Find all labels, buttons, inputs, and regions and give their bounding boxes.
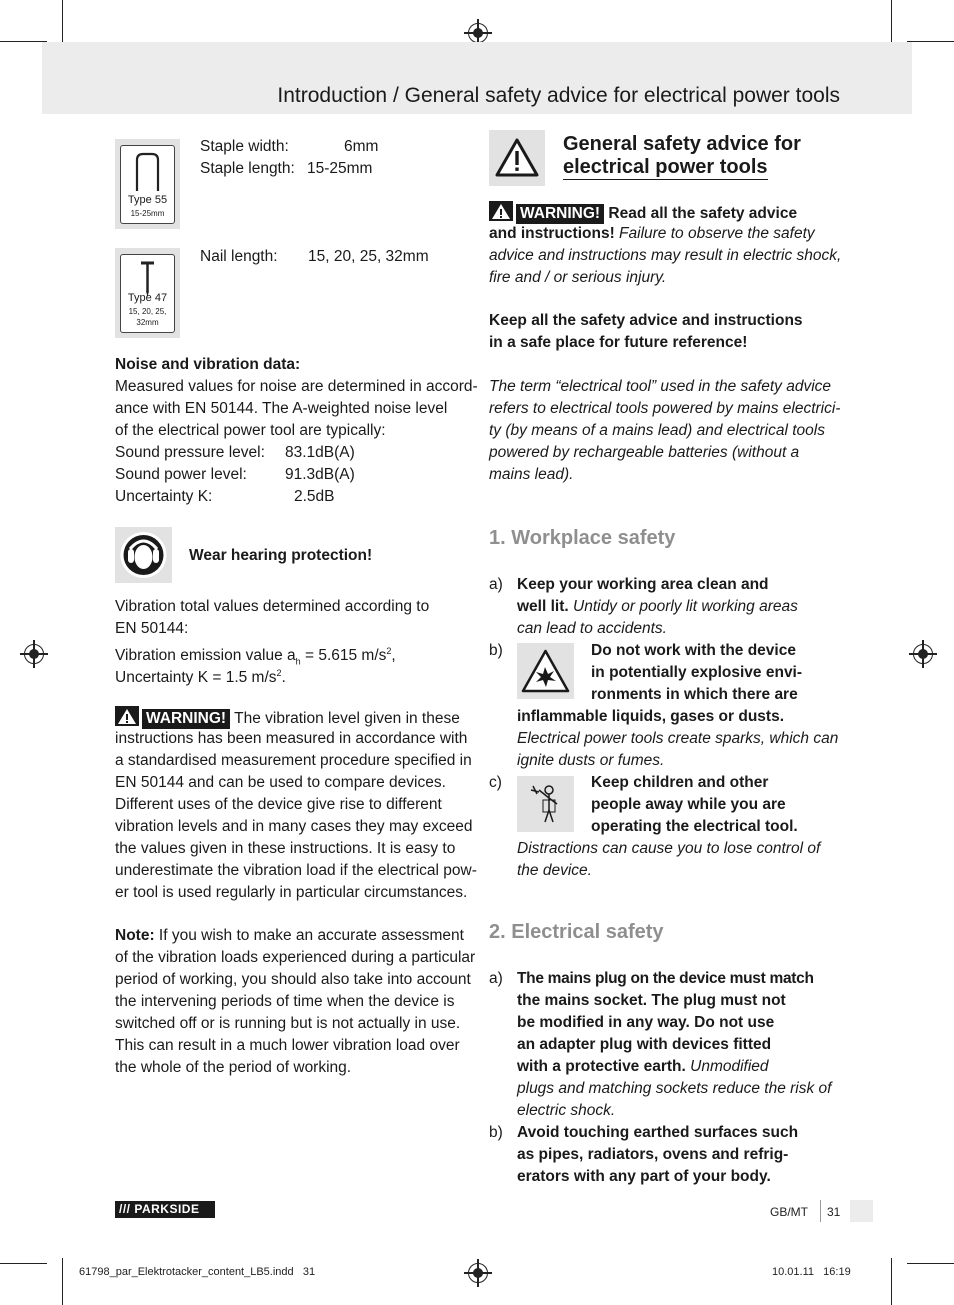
list-item-text: Keep children and other [591,774,769,791]
section-title: electrical power tools [563,156,768,178]
noise-intro: ance with EN 50144. The A-weighted noise level [115,400,448,417]
note-text: period of working, you should also take into account [115,971,471,988]
general-warning-text: and instructions! Failure to observe the safety [489,225,815,242]
nail-type-label: Type 47 [127,292,168,304]
list-item-text: people away while you are [591,796,786,813]
list-item-text: The mains plug on the device must match [517,970,814,987]
nail-icon [120,254,175,333]
print-date: 10.01.11 16:19 [772,1266,851,1278]
term-definition: mains lead). [489,466,574,483]
list-item-text: electric shock. [517,1102,616,1119]
warning-triangle-icon [115,706,139,726]
list-letter: b) [489,1124,503,1141]
nail-type-size: 32mm [136,318,159,327]
list-item-text: erators with any part of your body. [517,1168,771,1185]
parkside-logo: /// PARKSIDE [115,1201,215,1218]
warning-text: underestimate the vibration load if the electrical pow- [115,862,477,879]
keep-advice-text: in a safe place for future reference! [489,334,748,351]
vibration-text: EN 50144: [115,620,189,637]
list-item-text: ignite dusts or fumes. [517,752,665,769]
staple-length-value: 15-25mm [307,160,373,177]
term-definition: refers to electrical tools powered by mains electrici- [489,400,841,417]
general-warning: WARNING! Read all the safety advice [489,201,797,225]
crop-mark [907,41,954,42]
staple-icon [120,145,175,224]
list-item-text: Do not work with the device [591,642,796,659]
note-text: switched off or is running but is not actually in use. [115,1015,461,1032]
list-item-text: an adapter plug with devices fitted [517,1036,772,1053]
noise-intro: Measured values for noise are determined in accord- [115,378,478,395]
list-item-text: Electrical power tools create sparks, which can [517,730,839,747]
crop-mark [62,0,63,47]
staple-type-size: 15-25mm [130,209,165,218]
crop-mark [907,1263,954,1264]
noise-heading: Noise and vibration data: [115,356,301,373]
noise-row-value: 91.3dB(A) [285,466,355,483]
staple-width-value: 6mm [344,138,379,155]
registration-mark-icon [468,1263,488,1283]
list-item-text: operating the electrical tool. [591,818,798,835]
list-item-text: the mains socket. The plug must not [517,992,786,1009]
list-item-text: well lit. Untidy or poorly lit working areas [517,598,798,615]
keep-advice-text: Keep all the safety advice and instructions [489,312,803,329]
note-text: the whole of the period of working. [115,1059,352,1076]
list-item-text: with a protective earth. Unmodified [517,1058,769,1075]
list-letter: a) [489,576,503,593]
electrical-safety-heading: 2. Electrical safety [489,921,664,943]
staple-type-label: Type 55 [127,194,168,206]
list-item-text: can lead to accidents. [517,620,667,637]
staple-icon-box [115,139,180,229]
section-title: General safety advice for [563,133,801,155]
list-item-text: in potentially explosive envi- [591,664,803,681]
list-item-text: Avoid touching earthed surfaces such [517,1124,799,1141]
staple-width-label: Staple width: [200,138,289,155]
vibration-warning: WARNING! The vibration level given in these [115,706,460,730]
list-item-text: Distractions can cause you to lose control of [517,840,821,857]
nail-length-label: Nail length: [200,248,278,265]
warning-badge: WARNING! [516,204,604,224]
list-letter: c) [489,774,502,791]
crop-mark [891,1258,892,1305]
list-letter: b) [489,642,503,659]
page-title: Introduction / General safety advice for electrical power tools [277,84,840,107]
file-info: 61798_par_Elektrotacker_content_LB5.indd 31 [79,1266,316,1278]
list-item-text: as pipes, radiators, ovens and refrig- [517,1146,789,1163]
workplace-safety-heading: 1. Workplace safety [489,527,676,549]
explosion-warning-icon [517,643,574,699]
hearing-protection-text: Wear hearing protection! [189,547,373,564]
page-tab [850,1200,873,1222]
warning-text: er tool is used regularly in particular circumstances. [115,884,468,901]
warning-text: a standardised measurement procedure specified in [115,752,472,769]
footer-divider [820,1200,821,1222]
noise-intro: of the electrical power tool are typically: [115,422,386,439]
warning-text: instructions has been measured in accordance with [115,730,468,747]
list-letter: a) [489,970,503,987]
general-warning-text: advice and instructions may result in electric shock, [489,247,842,264]
warning-text: vibration levels and in many cases they may exceed [115,818,473,835]
vibration-emission: Vibration emission value $a_h = 5.615$ $m/s^2$, [115,646,396,667]
nail-icon-box [115,248,180,338]
warning-badge: WARNING! [142,709,230,729]
general-warning-icon-box [489,130,545,186]
nail-type-size: 15, 20, 25, [128,307,167,316]
term-definition: powered by rechargeable batteries (without a [489,444,800,461]
registration-mark-icon [913,644,933,664]
warning-triangle-icon [489,130,545,186]
general-warning-text: fire and / or serious injury. [489,269,667,286]
warning-text: Different uses of the device give rise to different [115,796,442,813]
list-item-text: inflammable liquids, gases or dusts. [517,708,785,725]
registration-mark-icon [468,23,488,43]
nail-length-value: 15, 20, 25, 32mm [308,248,429,265]
noise-row-label: Sound power level: [115,466,247,483]
region-code: GB/MT [770,1205,808,1219]
note-text: of the vibration loads experienced during a particular [115,949,476,966]
keep-children-away-icon [517,776,574,832]
list-item-text: Keep your working area clean and [517,576,769,593]
term-definition: ty (by means of a mains lead) and electrical tools [489,422,825,439]
hearing-protection-icon-box [115,527,172,583]
warning-text: the values given in these instructions. It is easy to [115,840,456,857]
hearing-protection-icon [115,527,172,583]
crop-mark [891,0,892,47]
crop-mark [62,1258,63,1305]
page-number: 31 [827,1205,841,1219]
term-definition: The term “electrical tool” used in the safety advice [489,378,832,395]
note-text: This can result in a much lower vibration load over [115,1037,460,1054]
warning-triangle-icon [489,201,513,221]
list-item-text: plugs and matching sockets reduce the risk of [517,1080,832,1097]
warning-text: EN 50144 and can be used to compare devices. [115,774,446,791]
note-paragraph: Note: If you wish to make an accurate assessment [115,927,464,944]
noise-row-value: 83.1dB(A) [285,444,355,461]
noise-row-label: Sound pressure level: [115,444,265,461]
noise-row-label: Uncertainty K: [115,488,213,505]
noise-row-value: 2.5dB [294,488,335,505]
staple-length-label: Staple length: [200,160,295,177]
registration-mark-icon [24,644,44,664]
list-item-text: ronments in which there are [591,686,798,703]
crop-mark [0,41,47,42]
vibration-text: Vibration total values determined according to [115,598,430,615]
note-text: the intervening periods of time when the device is [115,993,455,1010]
list-item-text: the device. [517,862,592,879]
vibration-uncertainty: Uncertainty K = 1.5 $m/s^2$. [115,668,286,687]
crop-mark [0,1263,47,1264]
list-item-text: be modified in any way. Do not use [517,1014,775,1031]
